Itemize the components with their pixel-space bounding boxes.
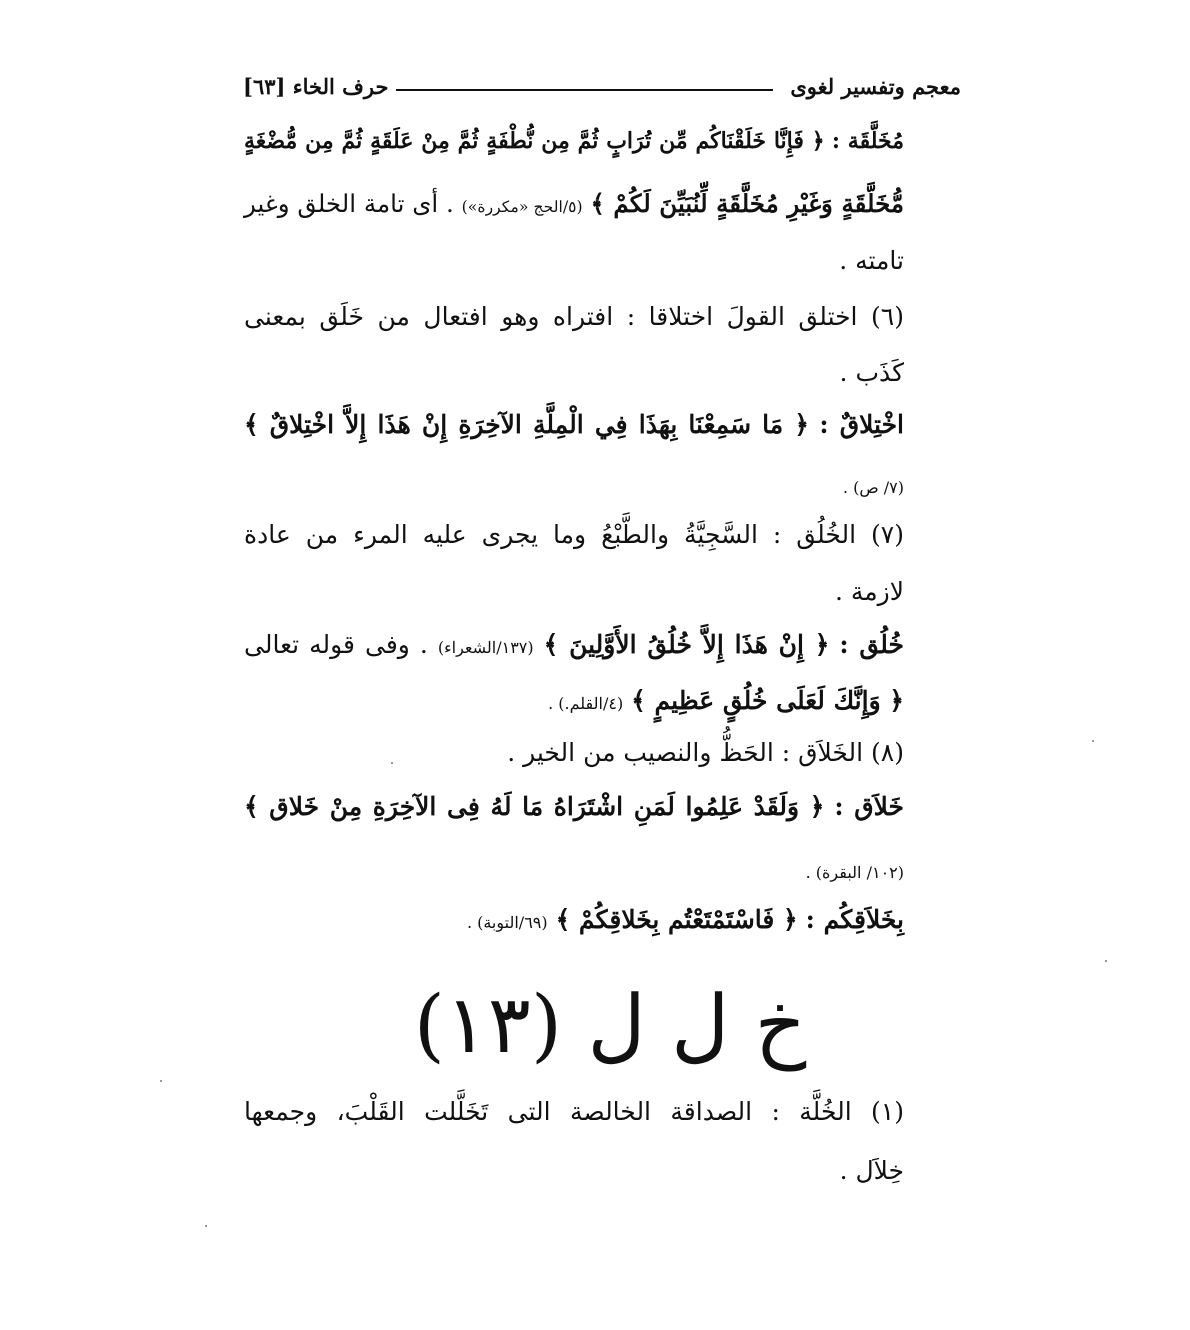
entry-khalaq-line2 [806,855,904,884]
entry-8-line1 [507,738,904,767]
quran-quote: ﴿ فَاسْتَمْتَعْتُم بِخَلاقِكُمْ ﴾ [555,905,798,934]
term: مُخَلَّقَة : [831,128,904,154]
entry-khulla-line2 [840,1156,904,1185]
entry-bikhalaqikum-line1 [467,905,904,934]
entry-khulla-line1 [244,1097,904,1126]
verse-reference: (٦٩/التوبة) . [466,913,548,932]
entry-khalaq-line1 [244,792,904,821]
entry-mukhallaqa-line3 [839,246,904,275]
definition-text: كَذَب . [839,358,904,387]
scan-speck [160,1080,162,1082]
entry-mukhallaqa-line2 [244,189,904,218]
quran-quote: ﴿ وَإِنَّكَ لَعَلَى خُلُقٍ عَظِيمٍ ﴾ [631,686,904,715]
definition-text: (١) الخُلَّة : الصداقة الخالصة التى تَخَلَّلت القَلْبَ، وجمعها [244,1097,904,1126]
definition-text: لازمة . [834,577,904,606]
header-rule [396,89,773,91]
book-title: معجم وتفسير لغوى [790,74,961,99]
definition-text: (٨) الخَلاَق : الحَظُّ والنصيب من الخير . [507,738,904,767]
entry-ikhtilaq-line2 [843,470,904,499]
verse-reference: (١٣٧/الشعراء) [437,638,534,657]
term: بِخَلاَقِكُم : [805,905,904,934]
quran-quote: ﴿ إِنْ هَذَا إِلاَّ خُلُقُ الأَوَّلِينَ ﴾ [543,630,830,659]
quran-quote: ﴿ فَإِنَّا خَلَقْنَاكُم مِّن تُرَابٍ ثُمَّ مِن نُّطْفَةٍ ثُمَّ مِنْ عَلَقَةٍ ثُمَّ مِن مُّضْغَةٍ [244,128,825,154]
entry-7-line1 [244,520,904,549]
quran-quote: ﴿ مَا سَمِعْنَا بِهَذَا فِي الْمِلَّةِ الآخِرَةِ إِنْ هَذَا إِلاَّ اخْتِلاقٌ ﴾ [244,410,809,439]
definition-text: (٦) اختلق القولَ اختلاقا : افتراه وهو افتعال من خَلَق بمعنى [244,302,904,331]
quran-quote: ﴿ وَلَقَدْ عَلِمُوا لَمَنِ اشْتَرَاهُ مَا لَهُ فِى الآخِرَةِ مِنْ خَلاق ﴾ [244,792,825,821]
term: اخْتِلاقٌ : [819,410,904,439]
verse-reference: (٥/الحج «مكررة») [461,197,583,216]
explanation-text: تامته . [839,246,904,275]
quran-quote: مُّخَلَّقَةٍ وَغَيْرِ مُخَلَّقَةٍ لِّنُبَيِّنَ لَكُمْ ﴾ [590,189,905,218]
scan-speck [1105,960,1107,962]
term: خَلاَق : [834,792,904,821]
root-heading: خ ل ل (١٣) [413,978,807,1071]
verse-reference: (٤/القلم.) . [548,694,624,713]
entry-mukhallaqa-line1 [244,128,904,154]
scan-speck [1092,740,1094,742]
explanation-text: . أى تامة الخلق وغير [244,189,454,218]
definition-text: (٧) الخُلُق : السَّجِيَّةُ والطَّبْعُ وما يجرى عليه المرء من عادة [244,520,904,549]
entry-ikhtilaq-line1 [244,410,904,439]
entry-7-line2 [835,577,904,606]
page-header [243,72,961,104]
section-label: حرف الخاء [٦٣] [243,74,389,99]
scan-speck [205,1225,207,1227]
entry-khuluq-line2 [548,686,904,715]
verse-reference: (٧/ ص) . [842,478,904,497]
verse-reference: (١٠٢/ البقرة) . [805,863,904,882]
explanation-text: . وفى قوله تعالى [244,630,428,659]
scan-speck [391,762,393,764]
entry-6-line2 [840,358,904,387]
entry-6-line1 [244,302,904,331]
definition-text: خِلاَل . [839,1156,904,1185]
term: خُلُق : [839,630,905,659]
entry-khuluq-line1 [244,630,904,659]
